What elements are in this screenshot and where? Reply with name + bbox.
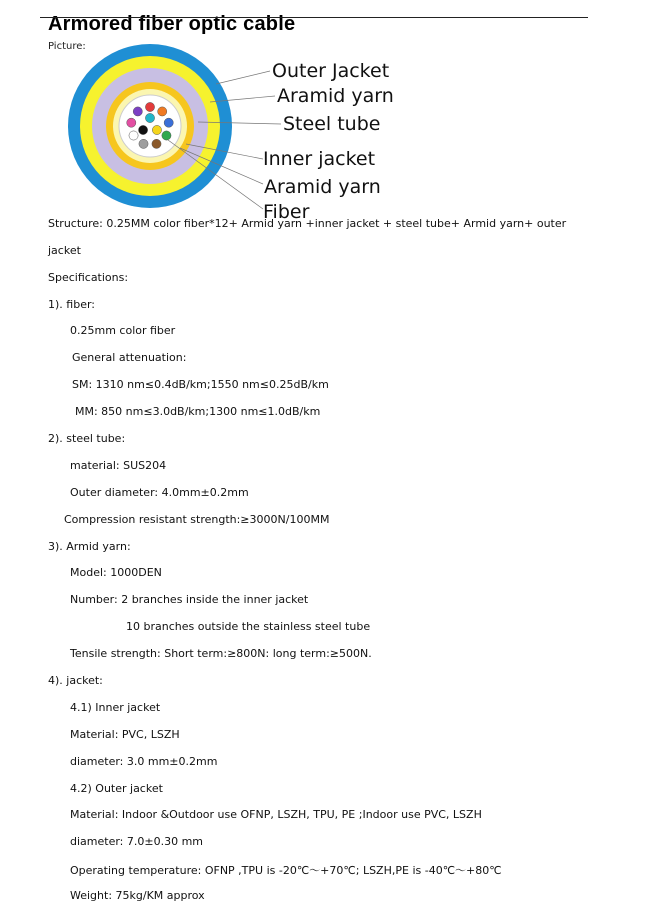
section-fiber-heading: 1). fiber: — [48, 298, 95, 311]
steel-tube-compression: Compression resistant strength:≥3000N/100MM — [64, 513, 330, 526]
outer-jacket-diameter: diameter: 7.0±0.30 mm — [70, 835, 204, 848]
armid-yarn-tensile: Tensile strength: Short term:≥800N: long term:≥500N. — [70, 647, 372, 660]
fiber-strand — [158, 107, 167, 116]
leader-outer-jacket — [216, 71, 270, 84]
armid-yarn-number-outside: 10 branches outside the stainless steel tube — [126, 620, 371, 633]
outer-jacket-material: Material: Indoor &Outdoor use OFNP, LSZH, TPU, PE ;Indoor use PVC, LSZH — [70, 808, 482, 821]
cable-weight: Weight: 75kg/KM approx — [70, 889, 205, 902]
fiber-strand — [164, 118, 173, 127]
fiber-strand — [162, 131, 171, 140]
section-jacket-heading: 4). jacket: — [48, 674, 103, 687]
fiber-strand — [129, 131, 138, 140]
fiber-type: 0.25mm color fiber — [70, 324, 176, 337]
inner-jacket-material: Material: PVC, LSZH — [70, 728, 180, 741]
fiber-strand — [139, 139, 148, 148]
operating-temperature: Operating temperature: OFNP ,TPU is -20℃～+70℃; LSZH,PE is -40℃～+80℃ — [70, 864, 502, 877]
fiber-strand — [152, 139, 161, 148]
outer-jacket-title: 4.2) Outer jacket — [70, 782, 163, 795]
structure-line-2: jacket — [48, 244, 81, 257]
structure-line-1: Structure: 0.25MM color fiber*12+ Armid yarn +inner jacket + steel tube+ Armid yarn+ outer — [48, 217, 567, 230]
label-outer-jacket: Outer Jacket — [272, 60, 390, 82]
attenuation-label: General attenuation: — [72, 351, 187, 364]
armid-yarn-model: Model: 1000DEN — [70, 566, 162, 579]
inner-jacket-diameter: diameter: 3.0 mm±0.2mm — [70, 755, 218, 768]
title-underline — [40, 17, 588, 18]
armid-yarn-number-inside: Number: 2 branches inside the inner jacket — [70, 593, 309, 606]
attenuation-mm: MM: 850 nm≤3.0dB/km;1300 nm≤1.0dB/km — [75, 405, 321, 418]
fiber-strand — [127, 118, 136, 127]
section-armid-yarn-heading: 3). Armid yarn: — [48, 540, 131, 553]
attenuation-sm: SM: 1310 nm≤0.4dB/km;1550 nm≤0.25dB/km — [72, 378, 329, 391]
fiber-strand — [133, 107, 142, 116]
section-steel-tube-heading: 2). steel tube: — [48, 432, 126, 445]
cable-cross-section-diagram — [48, 44, 428, 224]
picture-label: Picture: — [48, 41, 86, 52]
label-aramid-yarn-outer: Aramid yarn — [277, 85, 394, 107]
steel-tube-material: material: SUS204 — [70, 459, 167, 472]
inner-jacket-title: 4.1) Inner jacket — [70, 701, 161, 714]
fiber-strand — [138, 125, 147, 134]
label-fiber: Fiber — [263, 201, 310, 223]
specifications-heading: Specifications: — [48, 271, 129, 284]
fiber-strand — [145, 113, 154, 122]
label-inner-jacket: Inner jacket — [263, 148, 376, 170]
fiber-strand — [145, 102, 154, 111]
fiber-strand — [152, 125, 161, 134]
page-title: Armored fiber optic cable — [48, 13, 296, 35]
steel-tube-diameter: Outer diameter: 4.0mm±0.2mm — [70, 486, 249, 499]
label-steel-tube: Steel tube — [283, 113, 381, 135]
label-aramid-yarn-inner: Aramid yarn — [264, 176, 381, 198]
